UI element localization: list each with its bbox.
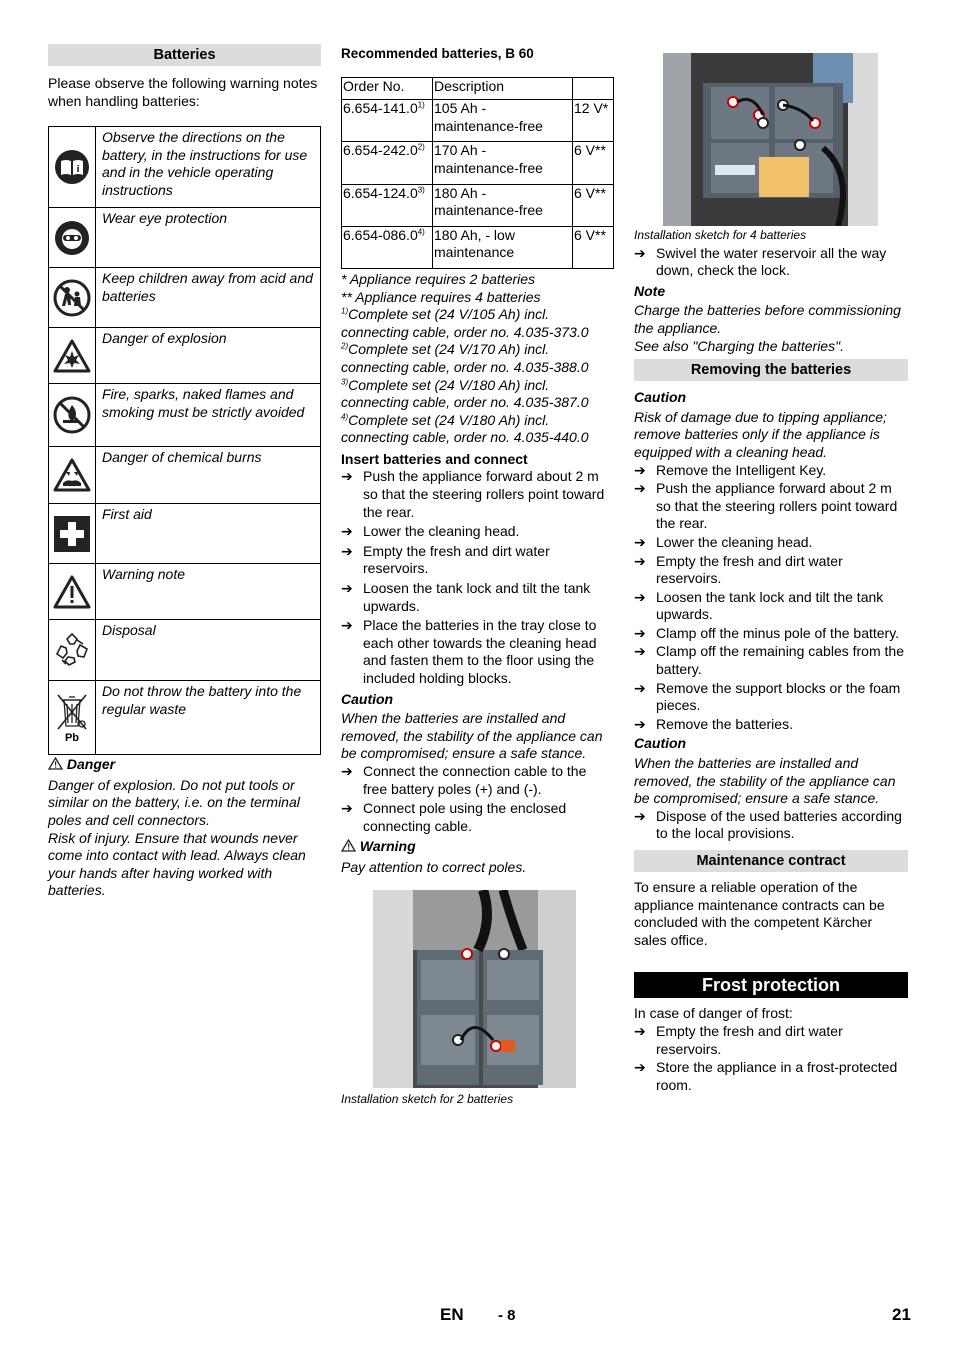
symbol-text: Fire, sparks, naked flames and smoking must be strictly avoided [102,386,305,420]
footnote: $^{3)}$Complete set (24 V/180 Ah) incl. connecting cable, order no. 4.035-387.0 [341,376,589,411]
arrow-right-icon: ➔ [634,643,646,660]
symbol-text: Warning note [102,566,186,583]
arrow-right-icon: ➔ [634,480,646,497]
svg-text:i: i [76,165,80,176]
manual-book-icon [49,127,96,207]
instruction-step: ➔ Connect the connection cable to the free battery poles (+) and (-). [341,762,587,797]
chemical-burn-icon [49,447,96,503]
instruction-step: ➔ Push the appliance forward about 2 m so that the steering rollers point toward the rear. [634,480,898,532]
symbol-text: Observe the directions on the battery, in the instructions for use and in the vehicle operating instructions [102,129,308,198]
maintenance-heading: Maintenance contract [634,850,908,872]
first-aid-icon [49,504,96,563]
voltage-cell: 12 V* [573,100,614,142]
explosion-hazard-icon [49,328,96,383]
arrow-right-icon: ➔ [341,800,353,817]
instruction-step: ➔ Swivel the water reservoir all the way down, check the lock. [634,244,887,279]
arrow-right-icon: ➔ [634,533,646,550]
order-cell: 6.654-242.0$^{2)}$ [342,142,433,184]
description-cell: 170 Ah - maintenance-free [433,142,573,184]
instruction-step: ➔ Store the appliance in a frost-protected room. [634,1059,898,1093]
instruction-step: ➔ Place the batteries in the tray close to each other towards the cleaning head and fasten them to the floor using the included holding blocks. [341,617,597,686]
frost-heading: Frost protection [634,972,908,998]
frost-intro: In case of danger of frost: [634,1005,793,1022]
warning-symbols-table [48,126,321,755]
instruction-step: ➔ Loosen the tank lock and tilt the tank upwards. [634,588,884,623]
caution-text: When the batteries are installed and removed, the stability of the appliance can be compromised; ensure a safe stance. [341,710,603,762]
keep-children-away-icon [49,268,96,327]
insert-heading: Insert batteries and connect [341,450,528,467]
instruction-step: ➔ Clamp off the minus pole of the battery. [634,624,900,641]
instruction-step: ➔ Dispose of the used batteries according to the local provisions. [634,807,902,842]
instruction-step: ➔ Connect pole using the enclosed connecting cable. [341,800,567,834]
column-batteries [48,44,321,900]
description-cell: 180 Ah - maintenance-free [433,184,573,226]
table-row [342,100,614,142]
installation-photo-4-batteries [663,53,878,226]
symbol-row [49,563,320,619]
instruction-step: ➔ Empty the fresh and dirt water reservoirs. [341,542,550,577]
footnote: $^{4)}$Complete set (24 V/180 Ah) incl. connecting cable, order no. 4.035-440.0 [341,411,589,446]
arrow-right-icon: ➔ [634,461,646,478]
instruction-step: ➔ Empty the fresh and dirt water reservoirs. [634,1022,843,1057]
column-removing [634,44,908,1094]
symbol-text: Keep children away from acid and batteries [102,270,313,304]
arrow-right-icon: ➔ [341,762,353,779]
symbol-text: Do not throw the battery into the regular waste [102,683,302,717]
caution-label: Caution [341,690,394,707]
no-open-flame-icon [49,384,96,446]
arrow-right-icon: ➔ [634,715,646,732]
footer-sub-page: - 8 [498,1307,516,1324]
symbol-text: Danger of explosion [102,330,227,347]
voltage-cell: 6 V** [573,226,614,268]
batteries-intro: Please observe the following warning notes when handling batteries: [48,75,318,109]
arrow-right-icon: ➔ [634,807,646,824]
danger-text: Danger of explosion. Do not put tools or similar on the battery, i.e. on the terminal poles and cell connectors. [48,776,300,828]
symbol-row [49,446,320,503]
arrow-right-icon: ➔ [634,588,646,605]
pb-label: Pb [64,731,80,744]
footer-language: EN [440,1305,464,1324]
symbol-row [49,383,320,446]
caution-text: When the batteries are installed and removed, the stability of the appliance can be compromised; ensure a safe stance. [634,755,896,807]
instruction-step: ➔ Clamp off the remaining cables from the battery. [634,643,904,678]
warning-label: Warning [359,838,416,855]
footer-page-number: 21 [892,1305,911,1324]
instruction-step: ➔ Empty the fresh and dirt water reservoirs. [634,552,843,587]
instruction-step: ➔ Push the appliance forward about 2 m so that the steering rollers point toward the rear. [341,468,605,520]
recycling-icon [49,620,96,680]
warning-triangle-icon [49,564,96,619]
header-voltage [573,77,614,100]
note-2-batteries: * Appliance requires 2 batteries [341,270,536,287]
arrow-right-icon: ➔ [634,1022,646,1039]
danger-label: Danger [66,756,116,773]
symbol-row [49,207,320,267]
footnote: $^{2)}$Complete set (24 V/170 Ah) incl. connecting cable, order no. 4.035-388.0 [341,341,589,375]
instruction-step: ➔ Loosen the tank lock and tilt the tank upwards. [341,580,591,614]
table-row [342,226,614,268]
voltage-cell: 6 V** [573,184,614,226]
danger-heading [48,756,321,774]
table-row [342,142,614,184]
instruction-step: ➔ Remove the support blocks or the foam pieces. [634,679,901,714]
arrow-right-icon: ➔ [634,679,646,696]
symbol-row [49,327,320,383]
note-text: Charge the batteries before commissioning the appliance. [634,302,901,336]
header-description: Description [433,77,573,100]
arrow-right-icon: ➔ [634,244,646,261]
arrow-right-icon: ➔ [341,542,353,559]
instruction-step: ➔ Lower the cleaning head. [341,523,520,540]
order-cell: 6.654-086.0$^{4)}$ [342,226,433,268]
warning-small-triangle-icon [341,838,360,854]
note-text: See also "Charging the batteries". [634,337,844,354]
arrow-right-icon: ➔ [341,523,353,540]
voltage-cell: 6 V** [573,142,614,184]
table-header-row [342,77,614,100]
recommended-heading: Recommended batteries, B 60 [341,46,534,61]
caption-2-batteries: Installation sketch for 2 batteries [341,1091,514,1106]
order-cell: 6.654-124.0$^{3)}$ [342,184,433,226]
description-cell: 105 Ah - maintenance-free [433,100,573,142]
symbol-row [49,680,320,754]
symbol-text: Wear eye protection [102,210,228,227]
arrow-right-icon: ➔ [634,552,646,569]
arrow-right-icon: ➔ [341,617,353,634]
arrow-right-icon: ➔ [634,1059,646,1076]
header-order: Order No. [342,77,433,100]
symbol-text: Disposal [102,622,156,639]
symbol-row [49,127,320,207]
arrow-right-icon: ➔ [341,580,353,597]
symbol-row [49,503,320,563]
caution-label: Caution [634,735,687,752]
caution-label: Caution [634,389,687,406]
danger-triangle-icon [48,756,67,772]
arrow-right-icon: ➔ [341,468,353,485]
column-recommended [341,44,614,1108]
symbol-row [49,619,320,680]
battery-order-table [341,77,614,269]
symbol-text: Danger of chemical burns [102,449,262,466]
instruction-step: ➔ Remove the batteries. [634,715,793,732]
batteries-heading: Batteries [48,44,321,66]
warning-text: Pay attention to correct poles. [341,858,527,875]
caption-4-batteries: Installation sketch for 4 batteries [634,228,807,242]
removing-heading: Removing the batteries [634,359,908,381]
installation-photo-2-batteries [373,890,576,1088]
danger-text: Risk of injury. Ensure that wounds never come into contact with lead. Always clean your hands after having worked with batteries. [48,829,306,899]
description-cell: 180 Ah, - low maintenance [433,226,573,268]
table-row [342,184,614,226]
crossed-bin-pb-icon [49,681,96,754]
order-cell: 6.654-141.0$^{1)}$ [342,100,433,142]
note-4-batteries: ** Appliance requires 4 batteries [341,288,541,305]
maintenance-text: To ensure a reliable operation of the appliance maintenance contracts can be concluded with the competent Kärcher sales office. [634,879,885,948]
symbol-text: First aid [102,506,152,523]
caution-text: Risk of damage due to tipping appliance; remove batteries only if the appliance is equipped with a cleaning head. [634,408,887,460]
instruction-step: ➔ Remove the Intelligent Key. [634,461,827,478]
footnote: $^{1)}$Complete set (24 V/105 Ah) incl. connecting cable, order no. 4.035-373.0 [341,306,589,340]
eye-protection-icon [49,208,96,267]
symbol-row [49,267,320,327]
note-label: Note [634,282,666,299]
arrow-right-icon: ➔ [634,624,646,641]
instruction-step: ➔ Lower the cleaning head. [634,533,813,550]
warning-heading [341,838,614,856]
